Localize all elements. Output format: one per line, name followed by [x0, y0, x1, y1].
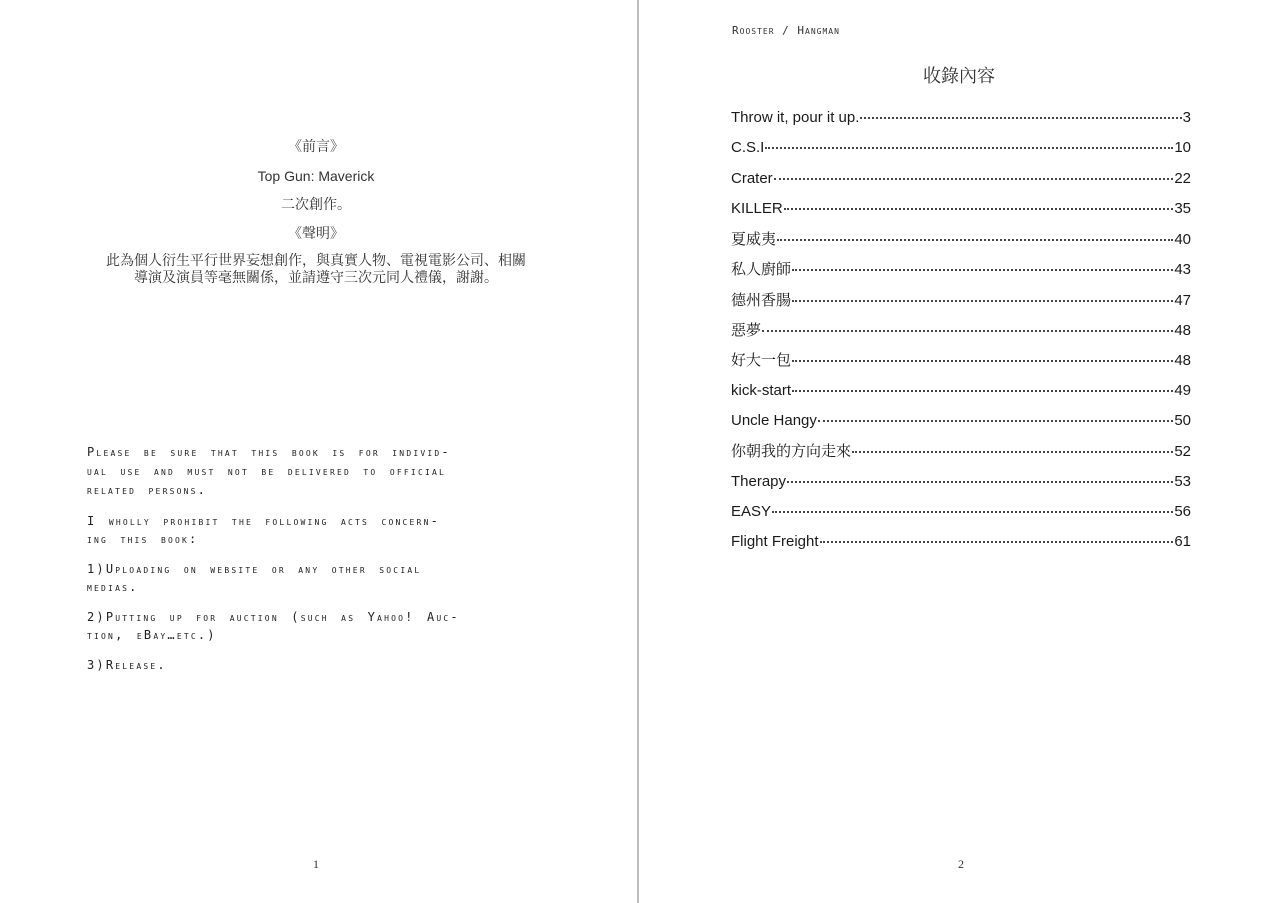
usage-notice [87, 443, 547, 686]
prohibited-item [87, 560, 547, 596]
toc-entry-page: 61 [1174, 533, 1191, 551]
dot-leader [820, 541, 1174, 543]
notice-paragraph [87, 512, 547, 548]
toc-entry[interactable] [731, 469, 1191, 499]
toc-entry-page: 47 [1174, 291, 1191, 309]
dot-leader [787, 481, 1173, 483]
toc-entry[interactable] [731, 408, 1191, 438]
running-head: Rooster / Hangman [732, 24, 840, 37]
toc-entry[interactable] [731, 256, 1191, 286]
toc-entry-title: Throw it, pour it up. [731, 109, 860, 126]
toc-entry-page: 52 [1174, 443, 1191, 461]
toc-entry-page: 49 [1174, 381, 1191, 399]
preface-heading: 《前言》 [288, 139, 344, 155]
toc-entry-title: kick-start [731, 381, 791, 399]
toc-entry-page: 48 [1174, 352, 1191, 370]
toc-entry-page: 35 [1174, 199, 1191, 217]
toc-title: 收錄內容 [923, 66, 995, 87]
toc-entry[interactable] [731, 438, 1191, 468]
toc-entry[interactable] [731, 105, 1191, 135]
toc-entry-title: Uncle Hangy [731, 411, 817, 429]
table-of-contents [731, 105, 1191, 559]
toc-entry-title: 惡夢 [731, 321, 762, 340]
derivative-note: 二次創作。 [281, 197, 351, 213]
dot-leader [784, 208, 1174, 210]
toc-entry-page: 3 [1182, 109, 1191, 126]
notice-line: I wholly prohibit the following acts concern- [87, 514, 441, 528]
page-number: 1 [313, 857, 319, 871]
dot-leader [860, 117, 1181, 119]
toc-entry-page: 10 [1174, 139, 1191, 157]
disclaimer-line: 此為個人衍生平行世界妄想創作，與真實人物、電視電影公司、相關 [106, 253, 526, 269]
toc-entry-page: 56 [1174, 502, 1191, 520]
toc-entry-title: 好大一包 [731, 351, 792, 370]
toc-entry-title: EASY [731, 502, 772, 520]
notice-line: 3)Release. [87, 658, 167, 672]
disclaimer-text [86, 253, 546, 287]
toc-entry[interactable] [731, 499, 1191, 529]
page-number: 2 [958, 857, 964, 871]
disclaimer-line: 導演及演員等毫無關係，並請遵守三次元同人禮儀，謝謝。 [134, 270, 498, 286]
toc-entry-title: 你朝我的方向走來 [731, 442, 852, 461]
notice-line: medias. [87, 580, 139, 594]
notice-line: 1)Uploading on website or any other social [87, 562, 422, 576]
notice-line: Please be sure that this book is for individ- [87, 445, 451, 459]
notice-line: ing this book: [87, 532, 199, 546]
dot-leader [762, 330, 1173, 332]
toc-entry[interactable] [731, 166, 1191, 196]
prohibited-item [87, 656, 547, 674]
toc-entry[interactable] [731, 317, 1191, 347]
toc-entry[interactable] [731, 135, 1191, 165]
toc-entry-title: Crater [731, 169, 773, 187]
toc-entry[interactable] [731, 529, 1191, 559]
toc-entry-title: Therapy [731, 472, 787, 490]
toc-entry[interactable] [731, 347, 1191, 377]
notice-line: ual use and must not be delivered to official [87, 464, 447, 478]
declaration-heading: 《聲明》 [288, 226, 344, 242]
toc-entry-page: 50 [1174, 411, 1191, 429]
notice-line: tion, eBay…etc.) [87, 628, 217, 642]
dot-leader [818, 420, 1173, 422]
work-title: Top Gun: Maverick [257, 168, 375, 184]
page-divider [637, 0, 639, 903]
right-page [640, 0, 1278, 903]
toc-entry-page: 22 [1174, 169, 1191, 187]
toc-entry-page: 48 [1174, 322, 1191, 340]
dot-leader [792, 269, 1173, 271]
dot-leader [772, 511, 1173, 513]
dot-leader [774, 178, 1174, 180]
toc-entry[interactable] [731, 378, 1191, 408]
left-page [0, 0, 637, 903]
dot-leader [777, 239, 1173, 241]
toc-entry-title: 德州香腸 [731, 290, 792, 309]
dot-leader [792, 300, 1173, 302]
toc-entry-title: Flight Freight [731, 533, 819, 551]
toc-entry-page: 43 [1174, 261, 1191, 279]
notice-line: 2)Putting up for auction (such as Yahoo! Auc- [87, 610, 460, 624]
dot-leader [792, 390, 1173, 392]
toc-entry-title: C.S.I [731, 139, 765, 157]
dot-leader [792, 360, 1173, 362]
toc-entry[interactable] [731, 226, 1191, 256]
dot-leader [852, 451, 1173, 453]
toc-entry[interactable] [731, 287, 1191, 317]
toc-entry-page: 40 [1174, 231, 1191, 249]
prohibited-item [87, 608, 547, 644]
toc-entry-title: 私人廚師 [731, 260, 792, 279]
notice-paragraph [87, 443, 547, 500]
toc-entry-page: 53 [1174, 472, 1191, 490]
toc-entry-title: 夏威夷 [731, 230, 777, 249]
notice-line: related persons. [87, 483, 208, 497]
dot-leader [765, 147, 1173, 149]
toc-entry[interactable] [731, 196, 1191, 226]
toc-entry-title: KILLER [731, 199, 783, 217]
preface-block [86, 137, 546, 287]
